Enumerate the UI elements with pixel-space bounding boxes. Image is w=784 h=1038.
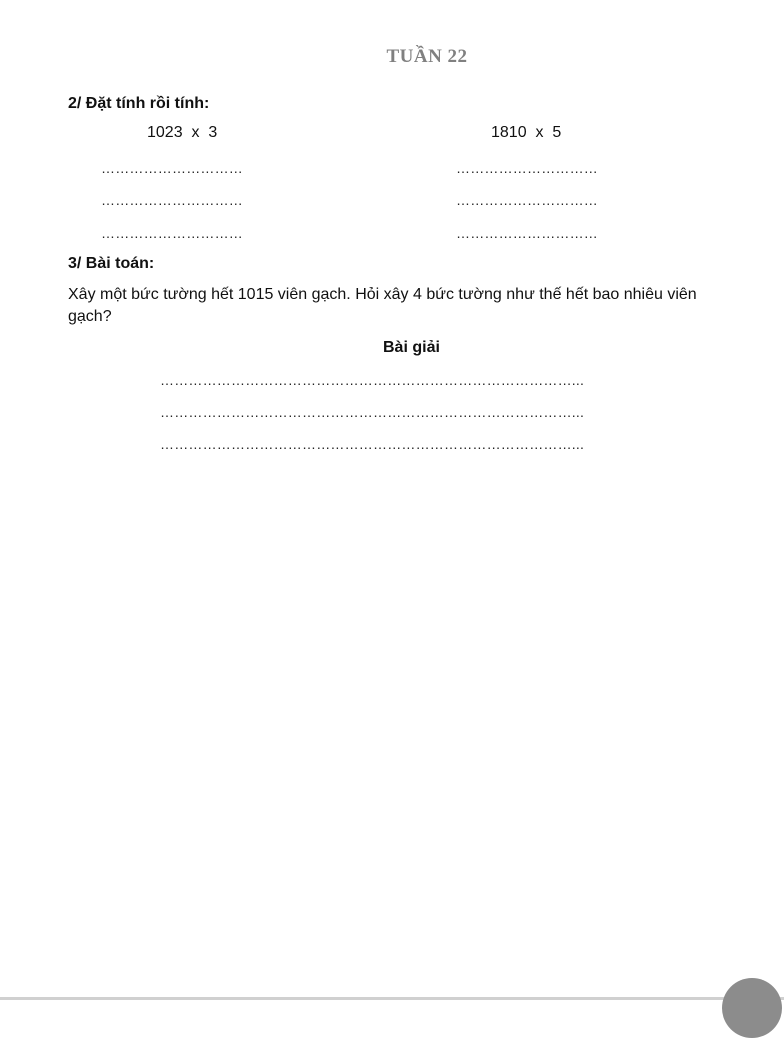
- answer-line-right[interactable]: …………………………: [456, 192, 598, 208]
- answer-line-left[interactable]: …………………………: [101, 160, 243, 176]
- expression-left: 1023 x 3: [147, 124, 218, 141]
- answer-line-right[interactable]: …………………………: [456, 225, 598, 241]
- week-title: TUẦN 22: [386, 46, 468, 67]
- solution-line[interactable]: ……………………………………………………………………………...: [160, 436, 585, 452]
- solution-line[interactable]: ……………………………………………………………………………...: [160, 404, 585, 420]
- scroll-button[interactable]: [722, 978, 782, 1038]
- answer-line-left[interactable]: …………………………: [101, 225, 243, 241]
- exercise-3-heading: 3/ Bài toán:: [68, 255, 155, 272]
- answer-line-left[interactable]: …………………………: [101, 192, 243, 208]
- answer-line-right[interactable]: …………………………: [456, 160, 598, 176]
- exercise-2-heading: 2/ Đặt tính rồi tính:: [68, 95, 210, 112]
- solution-title: Bài giải: [383, 339, 440, 356]
- solution-line[interactable]: ……………………………………………………………………………...: [160, 372, 585, 388]
- expression-right: 1810 x 5: [491, 124, 562, 141]
- problem-text: Xây một bức tường hết 1015 viên gạch. Hỏi xây 4 bức tường như thế hết bao nhiêu viên gạch?: [68, 286, 697, 325]
